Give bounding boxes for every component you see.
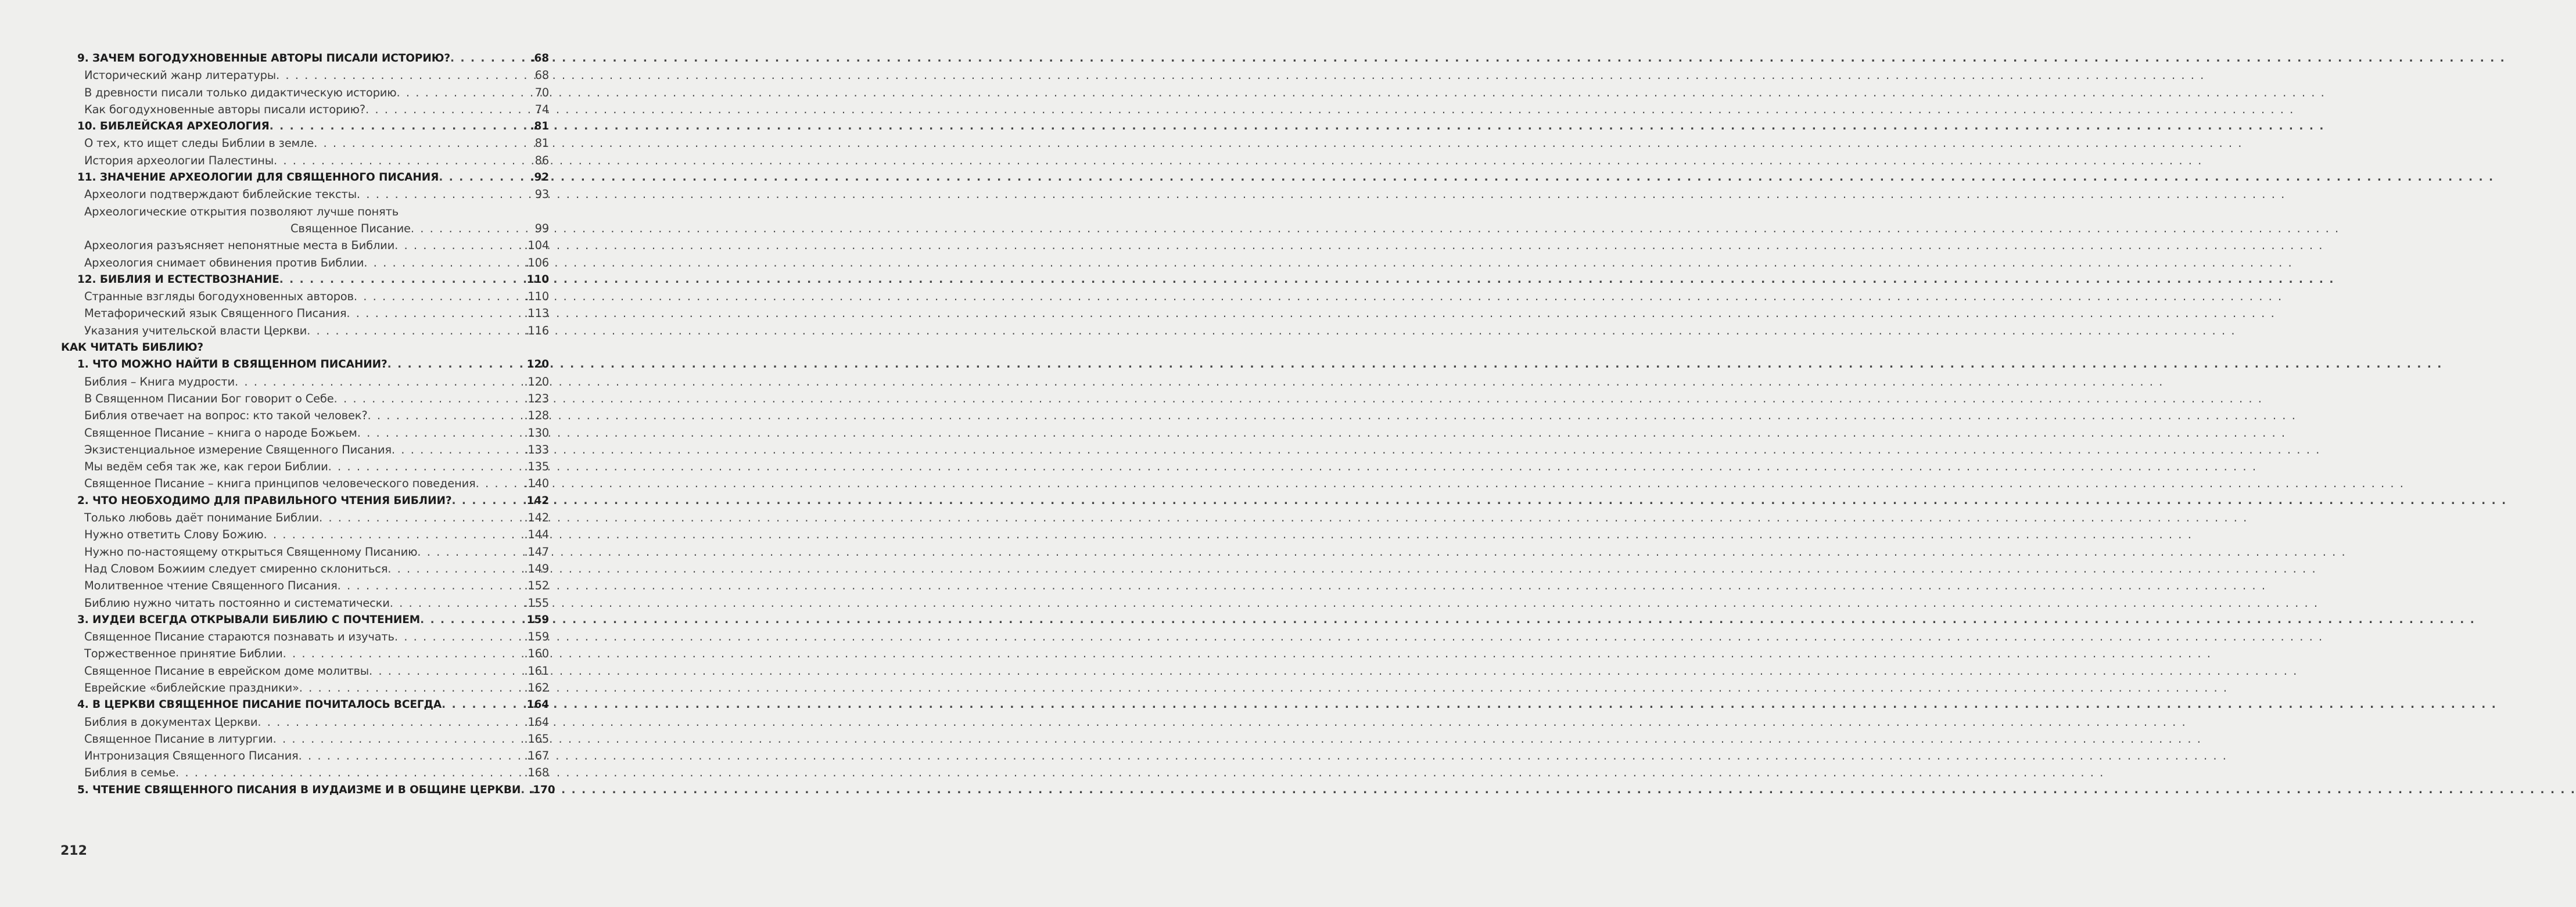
toc-title: Исторический жанр литературы xyxy=(84,69,276,82)
toc-title: 11. ЗНАЧЕНИЕ АРХЕОЛОГИИ ДЛЯ СВЯЩЕННОГО ПИСАНИЯ xyxy=(77,171,439,184)
toc-section[interactable] xyxy=(61,237,549,254)
leader-dots xyxy=(420,611,527,628)
leader-dots xyxy=(388,560,524,577)
toc-section[interactable] xyxy=(61,595,549,611)
leader-dots xyxy=(394,237,524,254)
toc-page: 110 xyxy=(526,273,549,286)
toc-section[interactable] xyxy=(61,645,549,662)
toc-section[interactable] xyxy=(61,67,549,84)
toc-title: О тех, кто ищет следы Библии в земле xyxy=(84,136,314,150)
page-number: 212 xyxy=(60,844,87,858)
leader-dots xyxy=(442,696,527,713)
toc-title: Мы ведём себя так же, как герои Библии xyxy=(84,460,328,474)
leader-dots xyxy=(357,186,535,203)
toc-page: .165 xyxy=(524,732,549,746)
toc-section[interactable] xyxy=(61,577,549,594)
leader-dots xyxy=(283,645,525,662)
toc-page: .162 xyxy=(524,681,549,694)
leader-dots xyxy=(319,509,524,526)
toc-page: .92 xyxy=(530,171,549,184)
leader-dots xyxy=(279,271,527,288)
toc-section[interactable] xyxy=(61,407,549,424)
toc-section[interactable] xyxy=(61,663,549,679)
toc-title: 5. ЧТЕНИЕ СВЯЩЕННОГО ПИСАНИЯ В ИУДАИЗМЕ И В ОБЩИНЕ ЦЕРКВИ xyxy=(77,783,521,796)
leader-dots xyxy=(334,390,525,407)
toc-chapter[interactable] xyxy=(61,169,549,186)
toc-page: .133 xyxy=(524,442,549,456)
toc-title: Только любовь даёт понимание Библии xyxy=(84,511,319,525)
toc-chapter[interactable] xyxy=(61,118,549,135)
toc-title: Как богодухновенные авторы писали историю? xyxy=(84,102,365,116)
leader-dots xyxy=(369,663,524,679)
toc-page: .81 xyxy=(530,120,549,133)
toc-page: 142 xyxy=(526,494,549,507)
toc-title: Библия – Книга мудрости xyxy=(84,375,235,388)
toc-title: 9. ЗАЧЕМ БОГОДУХНОВЕННЫЕ АВТОРЫ ПИСАЛИ ИСТОРИЮ? xyxy=(77,52,451,64)
toc-section[interactable] xyxy=(61,101,549,118)
toc-title: Священное Писание – книга о народе Божьем xyxy=(84,426,357,440)
toc-title: Странные взгляды богодухновенных авторов xyxy=(84,290,354,304)
toc-title: Библия отвечает на вопрос: кто такой человек? xyxy=(84,409,368,423)
toc-page: 81 xyxy=(534,136,549,150)
toc-page: .106 xyxy=(524,255,549,269)
toc-title: Метафорический язык Священного Писания xyxy=(84,307,347,321)
toc-section[interactable] xyxy=(61,747,549,764)
toc-section[interactable] xyxy=(61,254,549,271)
toc-page: .159 xyxy=(524,630,549,644)
leader-dots xyxy=(328,458,525,475)
leader-dots xyxy=(354,288,525,305)
leader-dots xyxy=(264,526,525,543)
toc-title: Указания учительской власти Церкви xyxy=(84,323,307,337)
toc-section[interactable] xyxy=(61,628,549,645)
toc-page: .113 xyxy=(524,307,549,321)
toc-page: .110 xyxy=(524,290,549,304)
toc-page: 70 xyxy=(534,85,549,99)
toc-section-line1[interactable] xyxy=(61,203,549,220)
book-page xyxy=(0,0,581,907)
toc-page: .161 xyxy=(524,664,549,678)
toc-page: .142 xyxy=(524,511,549,525)
toc-section[interactable] xyxy=(61,679,549,696)
toc-title: Священное Писание xyxy=(290,221,411,235)
toc-title: Молитвенное чтение Священного Писания xyxy=(84,579,338,593)
toc-page: .123 xyxy=(524,391,549,405)
leader-dots xyxy=(396,84,534,101)
toc-title: Археология снимает обвинения против Библии xyxy=(84,255,364,269)
toc-title: 1. ЧТО МОЖНО НАЙТИ В СВЯЩЕННОМ ПИСАНИИ? xyxy=(77,358,388,371)
toc-page: 99 xyxy=(534,221,549,235)
toc-chapter[interactable] xyxy=(61,356,549,373)
leader-dots xyxy=(299,747,525,764)
toc-page: 68 xyxy=(534,69,549,82)
leader-dots xyxy=(368,407,525,424)
toc-title: Археологи подтверждают библейские тексты xyxy=(84,188,357,201)
leader-dots xyxy=(365,101,535,118)
toc-chapter[interactable] xyxy=(61,50,549,67)
toc-title: Священное Писание – книга принципов человеческого поведения xyxy=(84,477,476,491)
toc-section[interactable] xyxy=(61,322,549,339)
toc-chapter[interactable] xyxy=(61,611,549,628)
toc-title: 10. БИБЛЕЙСКАЯ АРХЕОЛОГИЯ xyxy=(77,120,270,133)
toc-title: Священное Писание в еврейском доме молитвы xyxy=(84,664,369,678)
toc-title: В Священном Писании Бог говорит о Себе xyxy=(84,391,334,405)
toc-page: .160 xyxy=(524,647,549,661)
toc-page: .135 xyxy=(524,460,549,474)
toc-title: Нужно по-настоящему открыться Священному Писанию xyxy=(84,545,418,559)
toc-title: Экзистенциальное измерение Священного Писания xyxy=(84,442,392,456)
leader-dots xyxy=(314,135,535,152)
leader-dots xyxy=(273,730,525,747)
leader-dots xyxy=(270,118,530,135)
toc-section[interactable] xyxy=(61,135,549,152)
leader-dots xyxy=(451,492,526,509)
toc-section[interactable] xyxy=(61,764,549,781)
toc-page: .170 xyxy=(529,783,555,796)
toc-title: Священное Писание в литургии xyxy=(84,732,273,746)
toc-page: .147 xyxy=(524,545,549,559)
leader-dots xyxy=(417,544,524,560)
toc-section-line2[interactable] xyxy=(61,220,549,237)
leader-dots xyxy=(276,67,535,84)
toc-chapter[interactable] xyxy=(61,492,549,509)
toc-page: .168 xyxy=(524,766,549,780)
toc-page: .155 xyxy=(524,596,549,610)
toc-page: 164 xyxy=(526,699,549,711)
table-of-contents xyxy=(61,50,555,798)
toc-chapter[interactable] xyxy=(61,782,555,798)
leader-dots xyxy=(388,356,527,373)
leader-dots xyxy=(346,305,524,322)
leader-dots xyxy=(521,782,529,798)
toc-section[interactable] xyxy=(61,544,549,560)
toc-title: Библию нужно читать постоянно и систематически xyxy=(84,596,390,610)
leader-dots xyxy=(357,424,525,441)
toc-page: .120 xyxy=(524,375,549,388)
leader-dots xyxy=(338,577,525,594)
toc-page: 120 xyxy=(526,358,549,371)
leader-dots xyxy=(257,714,524,730)
toc-page: .167 xyxy=(524,749,549,763)
toc-page: .149 xyxy=(524,562,549,575)
toc-section[interactable] xyxy=(61,84,549,101)
toc-section[interactable] xyxy=(61,560,549,577)
leader-dots xyxy=(450,50,530,67)
toc-page: .164 xyxy=(524,715,549,729)
toc-title: Археология разъясняет непонятные места в Библии xyxy=(84,239,395,253)
toc-page: .68 xyxy=(530,52,549,64)
toc-section[interactable] xyxy=(61,475,549,492)
toc-section[interactable] xyxy=(61,152,549,169)
leader-dots xyxy=(307,322,524,339)
toc-page: .104 xyxy=(524,239,549,253)
toc-section[interactable] xyxy=(61,424,549,441)
toc-title: 3. ИУДЕИ ВСЕГДА ОТКРЫВАЛИ БИБЛИЮ С ПОЧТЕНИЕМ xyxy=(77,613,421,626)
leader-dots xyxy=(476,475,525,492)
toc-section[interactable] xyxy=(61,186,549,203)
toc-page: .144 xyxy=(524,528,549,542)
toc-part-heading[interactable] xyxy=(61,339,549,356)
toc-chapter[interactable] xyxy=(61,696,549,713)
toc-section[interactable] xyxy=(61,390,549,407)
leader-dots xyxy=(364,254,524,271)
leader-dots xyxy=(392,441,524,458)
toc-title: Торжественное принятие Библии xyxy=(84,647,283,661)
toc-section[interactable] xyxy=(61,526,549,543)
toc-page: .130 xyxy=(524,426,549,440)
toc-title: Нужно ответить Слову Божию xyxy=(84,528,264,542)
toc-chapter[interactable] xyxy=(61,271,549,288)
toc-section[interactable] xyxy=(61,373,549,390)
toc-section[interactable] xyxy=(61,441,549,458)
toc-section[interactable] xyxy=(61,458,549,475)
toc-section[interactable] xyxy=(61,730,549,747)
toc-page: 93 xyxy=(534,188,549,201)
leader-dots xyxy=(299,679,525,696)
leader-dots xyxy=(175,764,524,781)
leader-dots xyxy=(411,220,535,237)
leader-dots xyxy=(439,169,530,186)
toc-section[interactable] xyxy=(61,714,549,730)
toc-page: 86 xyxy=(534,153,549,167)
leader-dots xyxy=(390,595,525,611)
toc-page: 159 xyxy=(526,613,549,626)
toc-title: 2. ЧТО НЕОБХОДИМО ДЛЯ ПРАВИЛЬНОГО ЧТЕНИЯ БИБЛИИ? xyxy=(77,494,452,507)
toc-section[interactable] xyxy=(61,509,549,526)
toc-title: Археологические открытия позволяют лучше понять xyxy=(84,204,399,218)
toc-page: .116 xyxy=(524,323,549,337)
toc-title: В древности писали только дидактическую историю xyxy=(84,85,397,99)
toc-title: Интронизация Священного Писания xyxy=(84,749,299,763)
leader-dots xyxy=(235,373,524,390)
toc-title: Священное Писание стараются познавать и изучать xyxy=(84,630,394,644)
leader-dots xyxy=(394,628,525,645)
toc-section[interactable] xyxy=(61,288,549,305)
toc-page: 74 xyxy=(534,102,549,116)
toc-title: Над Словом Божиим следует смиренно склониться xyxy=(84,562,388,575)
toc-page: .140 xyxy=(524,477,549,491)
toc-page: .128 xyxy=(524,409,549,423)
leader-dots xyxy=(274,152,535,169)
toc-title: Библия в семье xyxy=(84,766,175,780)
toc-title: Еврейские «библейские праздники» xyxy=(84,681,299,694)
toc-section[interactable] xyxy=(61,305,549,322)
toc-title: История археологии Палестины xyxy=(84,153,274,167)
toc-title: КАК ЧИТАТЬ БИБЛИЮ? xyxy=(61,341,203,354)
toc-title: Библия в документах Церкви xyxy=(84,715,258,729)
toc-title: 12. БИБЛИЯ И ЕСТЕСТВОЗНАНИЕ xyxy=(77,273,279,286)
toc-title: 4. В ЦЕРКВИ СВЯЩЕННОЕ ПИСАНИЕ ПОЧИТАЛОСЬ ВСЕГДА xyxy=(77,699,442,711)
toc-page: .152 xyxy=(524,579,549,593)
